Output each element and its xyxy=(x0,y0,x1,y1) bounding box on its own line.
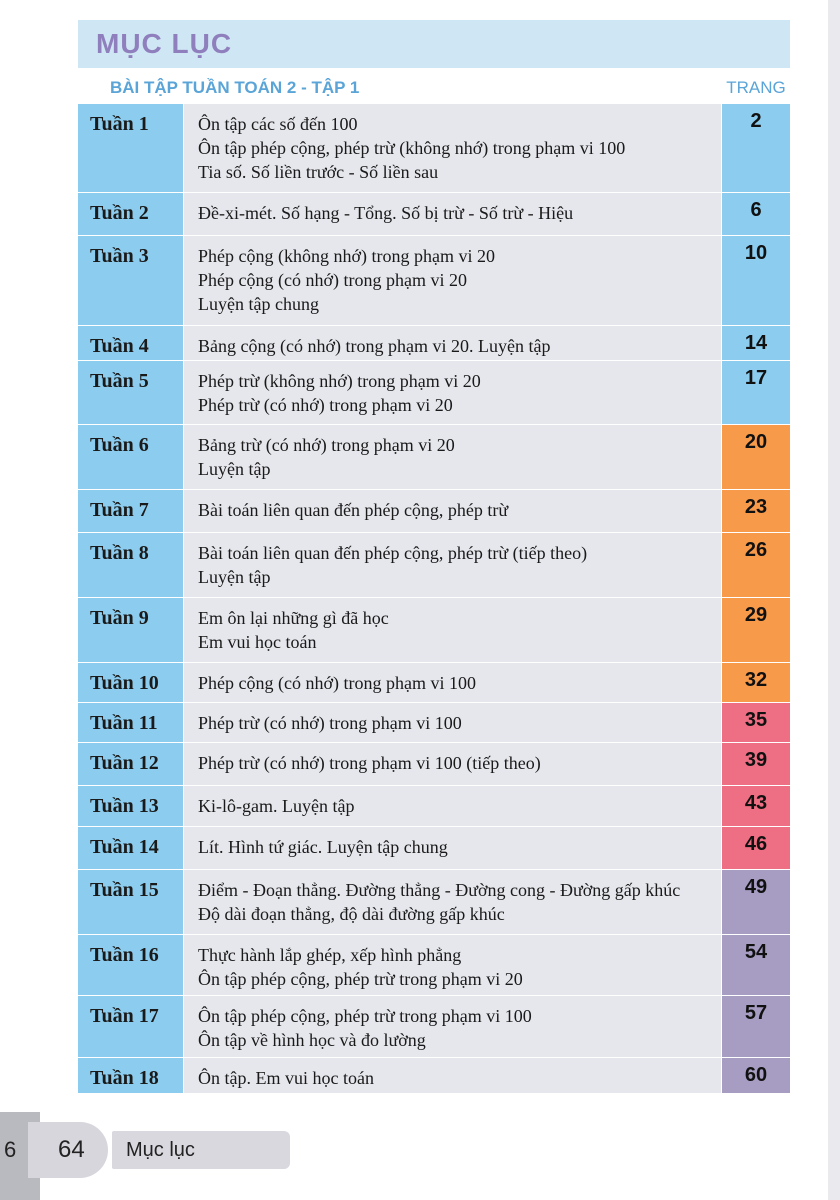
footer-page-number: 64 xyxy=(58,1136,85,1163)
topic-list xyxy=(184,870,722,934)
week-label: Tuần 6 xyxy=(78,425,184,489)
topic-line: Ôn tập phép cộng, phép trừ trong phạm vi 20 xyxy=(198,969,523,989)
topic-line: Bài toán liên quan đến phép cộng, phép trừ xyxy=(198,500,509,520)
toc-row xyxy=(78,870,790,935)
topic-list xyxy=(184,827,722,869)
footer-section-label: Mục lục xyxy=(126,1139,195,1161)
topic-line: Bảng trừ (có nhớ) trong phạm vi 20 xyxy=(198,435,455,455)
topic-list xyxy=(184,598,722,662)
title-bar xyxy=(78,20,790,68)
week-label: Tuần 15 xyxy=(78,870,184,934)
topic-list xyxy=(184,425,722,489)
toc-row xyxy=(78,361,790,425)
toc-row xyxy=(78,425,790,490)
page-number-cell: 46 xyxy=(722,827,790,869)
page-title: MỤC LỤC xyxy=(96,28,233,59)
page-number-cell: 10 xyxy=(722,236,790,325)
topic-line: Em vui học toán xyxy=(198,632,317,652)
topic-line: Phép cộng (có nhớ) trong phạm vi 100 xyxy=(198,673,476,693)
toc-row xyxy=(78,193,790,236)
topic-list xyxy=(184,236,722,325)
topic-line: Ôn tập về hình học và đo lường xyxy=(198,1030,426,1050)
week-label: Tuần 4 xyxy=(78,326,184,360)
week-label: Tuần 17 xyxy=(78,996,184,1057)
topic-list xyxy=(184,743,722,785)
topic-list xyxy=(184,533,722,597)
topic-list xyxy=(184,326,722,360)
page-number-cell: 23 xyxy=(722,490,790,532)
week-label: Tuần 11 xyxy=(78,703,184,742)
footer-edge-number: 6 xyxy=(4,1137,17,1162)
toc-row xyxy=(78,703,790,743)
week-label: Tuần 1 xyxy=(78,104,184,192)
topic-line: Độ dài đoạn thẳng, độ dài đường gấp khúc xyxy=(198,904,505,924)
topic-list xyxy=(184,490,722,532)
topic-list xyxy=(184,703,722,742)
topic-list xyxy=(184,663,722,702)
page-number-cell: 14 xyxy=(722,326,790,360)
topic-line: Em ôn lại những gì đã học xyxy=(198,608,389,628)
topic-line: Ôn tập. Em vui học toán xyxy=(198,1068,374,1088)
week-label: Tuần 7 xyxy=(78,490,184,532)
week-label: Tuần 14 xyxy=(78,827,184,869)
topic-line: Bài toán liên quan đến phép cộng, phép trừ (tiếp theo) xyxy=(198,543,588,563)
topic-line: Ki-lô-gam. Luyện tập xyxy=(198,796,355,816)
week-label: Tuần 2 xyxy=(78,193,184,235)
table-of-contents xyxy=(78,104,790,1094)
topic-list xyxy=(184,361,722,424)
week-label: Tuần 5 xyxy=(78,361,184,424)
page-number-cell: 20 xyxy=(722,425,790,489)
topic-line: Thực hành lắp ghép, xếp hình phẳng xyxy=(198,945,462,965)
toc-row xyxy=(78,598,790,663)
toc-row xyxy=(78,663,790,703)
toc-row xyxy=(78,935,790,996)
topic-list xyxy=(184,193,722,235)
week-label: Tuần 13 xyxy=(78,786,184,826)
toc-row xyxy=(78,104,790,193)
topic-line: Ôn tập phép cộng, phép trừ (không nhớ) trong phạm vi 100 xyxy=(198,138,626,158)
book-subtitle: BÀI TẬP TUẦN TOÁN 2 - TẬP 1 xyxy=(110,78,360,97)
toc-row xyxy=(78,236,790,326)
topic-list xyxy=(184,1058,722,1093)
page-number-cell: 6 xyxy=(722,193,790,235)
page-number-cell: 43 xyxy=(722,786,790,826)
week-label: Tuần 12 xyxy=(78,743,184,785)
topic-line: Phép trừ (có nhớ) trong phạm vi 100 (tiếp theo) xyxy=(198,753,541,773)
topic-line: Phép cộng (có nhớ) trong phạm vi 20 xyxy=(198,270,467,290)
topic-line: Luyện tập xyxy=(198,567,271,587)
week-label: Tuần 3 xyxy=(78,236,184,325)
toc-row xyxy=(78,786,790,827)
toc-row xyxy=(78,1058,790,1094)
topic-line: Luyện tập xyxy=(198,459,271,479)
toc-row xyxy=(78,490,790,533)
topic-list xyxy=(184,104,722,192)
toc-row xyxy=(78,996,790,1058)
page-number-cell: 2 xyxy=(722,104,790,192)
topic-line: Luyện tập chung xyxy=(198,294,319,314)
topic-list xyxy=(184,996,722,1057)
toc-row xyxy=(78,533,790,598)
page-edge-strip xyxy=(828,0,840,1200)
topic-line: Phép trừ (có nhớ) trong phạm vi 100 xyxy=(198,713,462,733)
week-label: Tuần 18 xyxy=(78,1058,184,1093)
week-label: Tuần 8 xyxy=(78,533,184,597)
topic-line: Phép cộng (không nhớ) trong phạm vi 20 xyxy=(198,246,495,266)
page-number-cell: 35 xyxy=(722,703,790,742)
topic-line: Tia số. Số liền trước - Số liền sau xyxy=(198,162,439,182)
toc-row xyxy=(78,326,790,361)
page-number-cell: 29 xyxy=(722,598,790,662)
topic-line: Điểm - Đoạn thẳng. Đường thẳng - Đường cong - Đường gấp khúc xyxy=(198,880,681,900)
week-label: Tuần 9 xyxy=(78,598,184,662)
page-number-cell: 26 xyxy=(722,533,790,597)
topic-line: Ôn tập các số đến 100 xyxy=(198,114,358,134)
page-number-cell: 54 xyxy=(722,935,790,995)
topic-line: Phép trừ (có nhớ) trong phạm vi 20 xyxy=(198,395,453,415)
topic-line: Bảng cộng (có nhớ) trong phạm vi 20. Luyện tập xyxy=(198,336,551,356)
toc-row xyxy=(78,743,790,786)
topic-line: Ôn tập phép cộng, phép trừ trong phạm vi 100 xyxy=(198,1006,532,1026)
topic-list xyxy=(184,935,722,995)
topic-line: Phép trừ (không nhớ) trong phạm vi 20 xyxy=(198,371,481,391)
week-label: Tuần 16 xyxy=(78,935,184,995)
topic-line: Đề-xi-mét. Số hạng - Tổng. Số bị trừ - Số trừ - Hiệu xyxy=(198,203,574,223)
page-number-cell: 60 xyxy=(722,1058,790,1093)
week-label: Tuần 10 xyxy=(78,663,184,702)
page-number-cell: 57 xyxy=(722,996,790,1057)
page-number-cell: 17 xyxy=(722,361,790,424)
page-number-cell: 32 xyxy=(722,663,790,702)
page-column-header: TRANG xyxy=(726,78,786,97)
page-number-cell: 39 xyxy=(722,743,790,785)
topic-line: Lít. Hình tứ giác. Luyện tập chung xyxy=(198,837,448,857)
page-number-cell: 49 xyxy=(722,870,790,934)
toc-row xyxy=(78,827,790,870)
topic-list xyxy=(184,786,722,826)
